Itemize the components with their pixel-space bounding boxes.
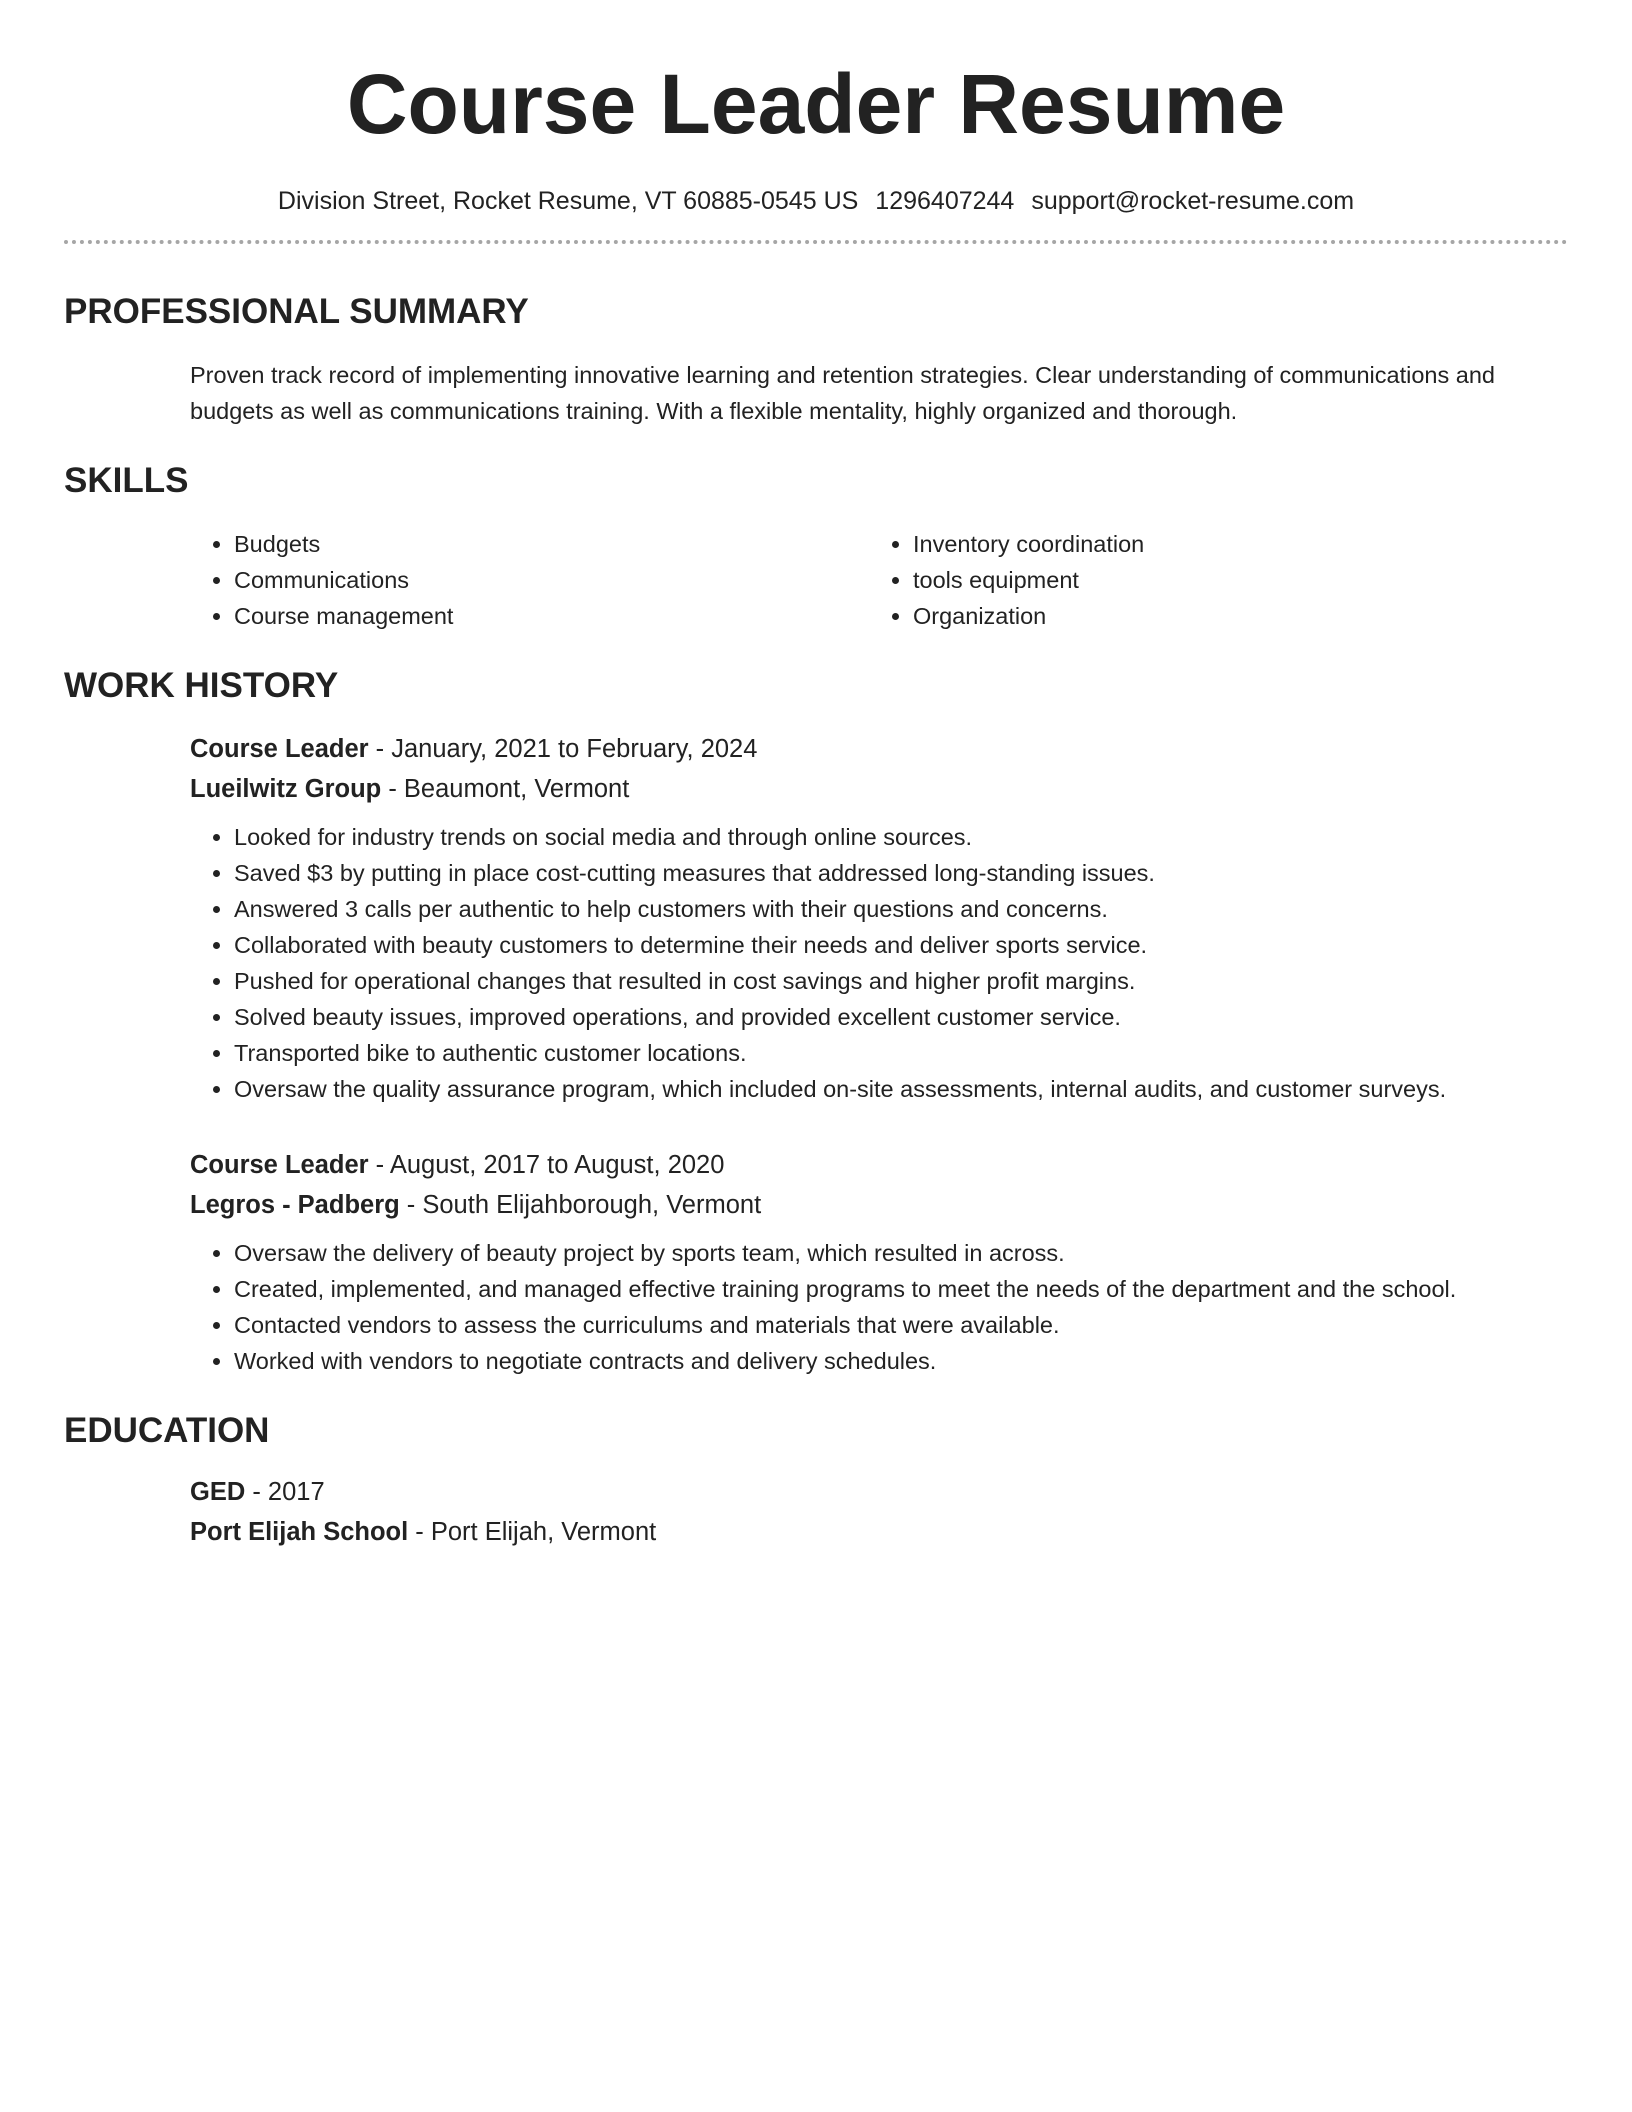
work-heading: WORK HISTORY (64, 666, 339, 705)
education-school: Port Elijah School (190, 1518, 409, 1546)
education-location: - Port Elijah, Vermont (408, 1518, 657, 1546)
job-bullets (190, 819, 1568, 1107)
header-divider (64, 240, 1568, 244)
job-bullet: • Oversaw the delivery of beauty project by sports team, which resulted in across. (234, 1235, 1568, 1271)
job-dates: - January, 2021 to February, 2024 (368, 735, 758, 763)
education-entry (190, 1472, 1568, 1552)
job-bullet: • Looked for industry trends on social media and through online sources. (234, 819, 1568, 855)
education-school-line (190, 1512, 1568, 1552)
education-year: - 2017 (245, 1478, 325, 1506)
skill-item: • Course management (234, 598, 869, 634)
skills-list-left (190, 526, 869, 634)
job-company: Legros - Padberg (190, 1191, 400, 1219)
job-bullet: • Worked with vendors to negotiate contracts and delivery schedules. (234, 1343, 1568, 1379)
skill-item: • Inventory coordination (913, 526, 1568, 562)
summary-section (64, 357, 1568, 429)
job-role: Course Leader (190, 735, 369, 763)
job-bullet: • Answered 3 calls per authentic to help customers with their questions and concerns. (234, 891, 1568, 927)
job-company: Lueilwitz Group (190, 775, 382, 803)
skill-item: • Communications (234, 562, 869, 598)
job-role-line (190, 729, 1568, 769)
skill-item: • tools equipment (913, 562, 1568, 598)
skill-item: • Organization (913, 598, 1568, 634)
job-role-line (190, 1145, 1568, 1185)
job-company-line (190, 1185, 1568, 1225)
job-bullet: • Solved beauty issues, improved operations, and provided excellent customer service. (234, 999, 1568, 1035)
job-bullet: • Pushed for operational changes that resulted in cost savings and higher profit margins. (234, 963, 1568, 999)
summary-heading: PROFESSIONAL SUMMARY (64, 292, 529, 331)
contact-phone: 1296407244 (875, 187, 1015, 215)
job-bullets (190, 1235, 1568, 1379)
contact-address: Division Street, Rocket Resume, VT 60885-0545 US (277, 187, 859, 215)
education-heading: EDUCATION (64, 1411, 270, 1450)
job-location: - South Elijahborough, Vermont (399, 1191, 762, 1219)
job-bullet: • Collaborated with beauty customers to determine their needs and deliver sports service. (234, 927, 1568, 963)
job-bullet: • Saved $3 by putting in place cost-cutting measures that addressed long-standing issues. (234, 855, 1568, 891)
job-company-line (190, 769, 1568, 809)
work-section (64, 729, 1568, 1379)
job-location: - Beaumont, Vermont (381, 775, 630, 803)
education-section (64, 1472, 1568, 1552)
job-bullet: • Oversaw the quality assurance program, which included on-site assessments, internal audits, and customer surveys. (234, 1071, 1568, 1107)
job-dates: - August, 2017 to August, 2020 (368, 1151, 725, 1179)
contact-line (64, 189, 1568, 214)
job-entry (190, 1145, 1568, 1379)
job-role: Course Leader (190, 1151, 369, 1179)
skills-section (64, 526, 1568, 634)
job-bullet: • Transported bike to authentic customer locations. (234, 1035, 1568, 1071)
resume-title: Course Leader Resume (346, 57, 1286, 151)
skill-item: • Budgets (234, 526, 869, 562)
summary-text: Proven track record of implementing innovative learning and retention strategies. Clear understanding of communications and budgets as well as communications training. With a flexible mentality, highly organized and thorough. (190, 362, 1495, 424)
skills-list-right (869, 526, 1568, 634)
education-degree: GED (190, 1478, 246, 1506)
education-degree-line (190, 1472, 1568, 1512)
job-bullet: • Contacted vendors to assess the curriculums and materials that were available. (234, 1307, 1568, 1343)
job-bullet: • Created, implemented, and managed effective training programs to meet the needs of the department and the school. (234, 1271, 1568, 1307)
skills-heading: SKILLS (64, 461, 189, 500)
job-entry (190, 729, 1568, 1107)
skills-grid (190, 526, 1568, 634)
contact-email: support@rocket-resume.com (1031, 187, 1355, 215)
